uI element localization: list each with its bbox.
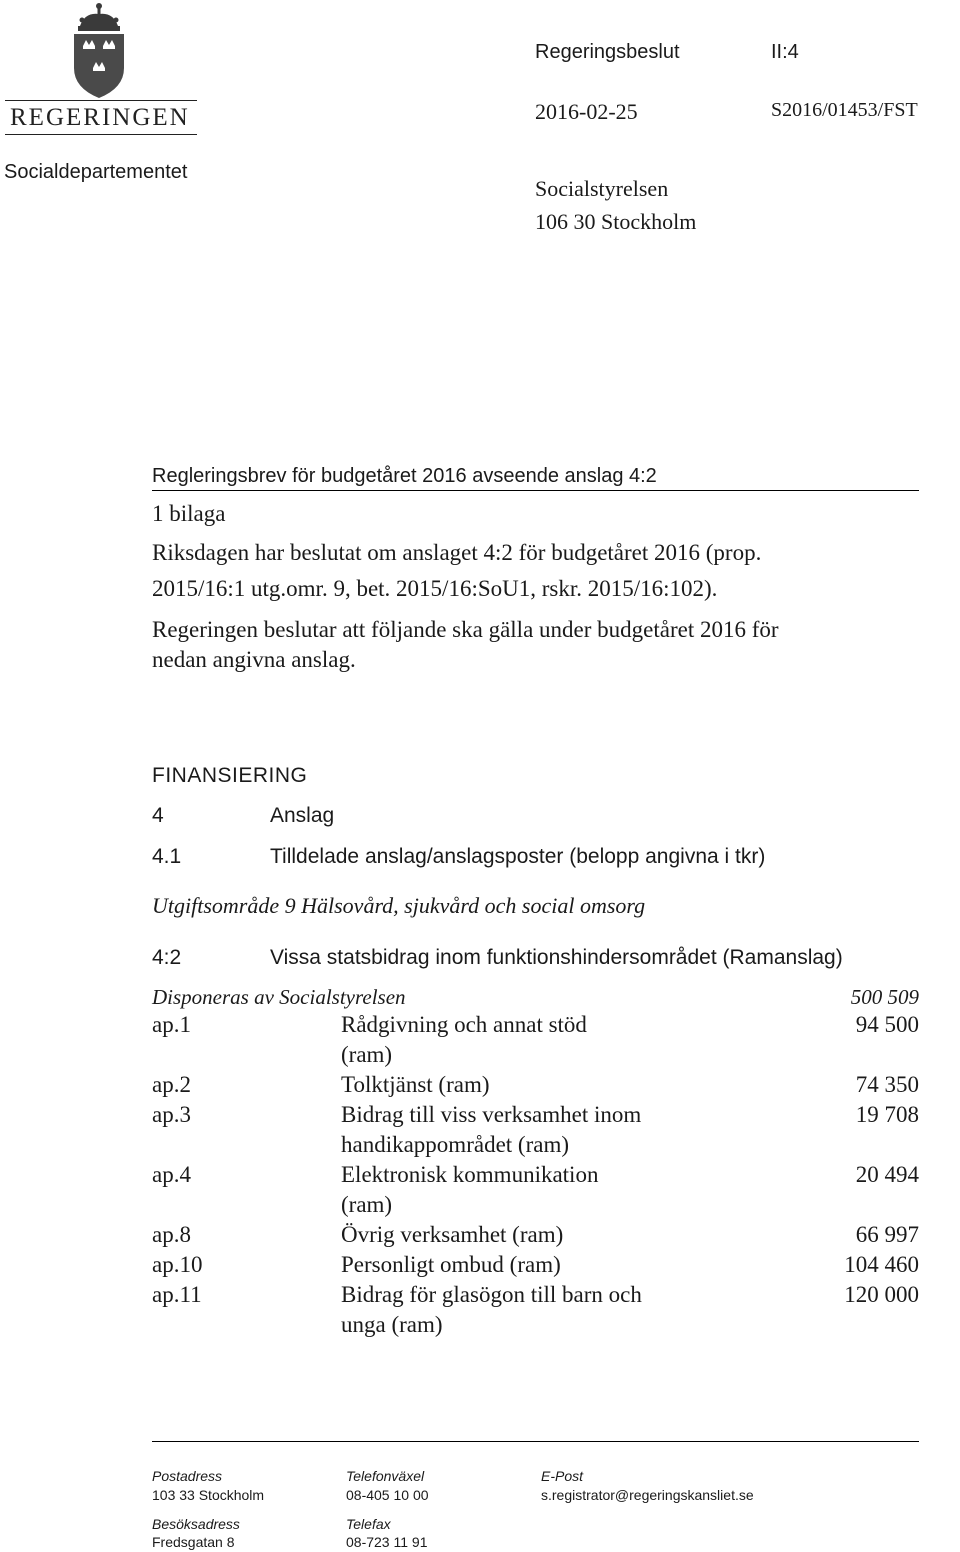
section-heading: FINANSIERING bbox=[152, 764, 308, 787]
appropriation-label: Vissa statsbidrag inom funktionshindersområdet (Ramanslag) bbox=[270, 946, 843, 969]
table-row-amount: 104 460 bbox=[844, 1252, 919, 1277]
table-row-amount: 20 494 bbox=[855, 1162, 919, 1187]
appropriation-number: 4:2 bbox=[152, 946, 182, 969]
subsection-number: 4 bbox=[152, 804, 164, 827]
subsection-label: Anslag bbox=[270, 804, 335, 827]
coat-of-arms-icon bbox=[0, 0, 200, 100]
table-row-description: Rådgivning och annat stöd bbox=[341, 1012, 587, 1037]
table-row-description: (ram) bbox=[341, 1192, 393, 1217]
footer-fax-value: 08-723 11 91 bbox=[346, 1534, 428, 1550]
table-row-ap: ap.2 bbox=[152, 1072, 191, 1097]
table-row-amount: 74 350 bbox=[855, 1072, 919, 1097]
case-number: S2016/01453/FST bbox=[771, 99, 918, 121]
table-row-description: Bidrag för glasögon till barn och bbox=[341, 1282, 642, 1307]
table-row-description: Övrig verksamhet (ram) bbox=[341, 1222, 564, 1247]
footer-postal-value: 103 33 Stockholm bbox=[152, 1487, 265, 1503]
government-logo bbox=[0, 0, 200, 140]
document-type: Regeringsbeslut bbox=[535, 41, 680, 63]
table-row-ap: ap.4 bbox=[152, 1162, 191, 1187]
subsection-label: Tilldelade anslag/anslagsposter (belopp angivna i tkr) bbox=[270, 845, 766, 868]
title-divider bbox=[152, 490, 919, 491]
table-row-ap: ap.3 bbox=[152, 1102, 191, 1127]
footer-email-label: E-Post bbox=[541, 1468, 584, 1484]
department-name: Socialdepartementet bbox=[4, 161, 188, 183]
table-row-description: handikappområdet (ram) bbox=[341, 1132, 569, 1157]
expenditure-area: Utgiftsområde 9 Hälsovård, sjukvård och social omsorg bbox=[152, 893, 646, 918]
footer-switchboard-value: 08-405 10 00 bbox=[346, 1487, 429, 1503]
table-row-description: Tolktjänst (ram) bbox=[341, 1072, 490, 1097]
footer-postal-label: Postadress bbox=[152, 1468, 223, 1484]
table-row-ap: ap.8 bbox=[152, 1222, 191, 1247]
disposer-label: Disponeras av Socialstyrelsen bbox=[152, 985, 406, 1009]
table-row-ap: ap.1 bbox=[152, 1012, 191, 1037]
table-row-description: Elektronisk kommunikation bbox=[341, 1162, 599, 1187]
logo-wordmark: REGERINGEN bbox=[10, 104, 190, 131]
table-row-ap: ap.11 bbox=[152, 1282, 202, 1307]
table-row-description: Personligt ombud (ram) bbox=[341, 1252, 561, 1277]
paragraph-line: Regeringen beslutar att följande ska gälla under budgetåret 2016 för bbox=[152, 617, 779, 642]
table-row-amount: 94 500 bbox=[855, 1012, 919, 1037]
attachment-note: 1 bilaga bbox=[152, 501, 226, 526]
paragraph-line: Riksdagen har beslutat om anslaget 4:2 för budgetåret 2016 (prop. bbox=[152, 540, 762, 565]
table-row-amount: 19 708 bbox=[855, 1102, 919, 1127]
table-row-description: (ram) bbox=[341, 1042, 393, 1067]
table-row-ap: ap.10 bbox=[152, 1252, 203, 1277]
paragraph-line: nedan angivna anslag. bbox=[152, 647, 356, 672]
table-row-description: unga (ram) bbox=[341, 1312, 443, 1337]
recipient-address: 106 30 Stockholm bbox=[535, 209, 697, 234]
footer-switchboard-label: Telefonväxel bbox=[346, 1468, 425, 1484]
table-row-amount: 66 997 bbox=[855, 1222, 919, 1247]
footer-divider bbox=[152, 1441, 919, 1442]
paragraph-line: 2015/16:1 utg.omr. 9, bet. 2015/16:SoU1, rskr. 2015/16:102). bbox=[152, 576, 718, 601]
disposer-amount: 500 509 bbox=[850, 985, 919, 1009]
decision-date: 2016-02-25 bbox=[535, 99, 638, 124]
footer-email-link[interactable]: s.registrator@regeringskansliet.se bbox=[541, 1487, 754, 1503]
recipient-name: Socialstyrelsen bbox=[535, 176, 669, 201]
footer-visit-value: Fredsgatan 8 bbox=[152, 1534, 235, 1550]
table-row-amount: 120 000 bbox=[844, 1282, 919, 1307]
footer-visit-label: Besöksadress bbox=[152, 1516, 240, 1532]
subsection-number: 4.1 bbox=[152, 845, 182, 868]
table-row-description: Bidrag till viss verksamhet inom bbox=[341, 1102, 642, 1127]
document-title: Regleringsbrev för budgetåret 2016 avseende anslag 4:2 bbox=[152, 465, 657, 487]
footer-fax-label: Telefax bbox=[346, 1516, 391, 1532]
document-number: II:4 bbox=[771, 41, 799, 63]
